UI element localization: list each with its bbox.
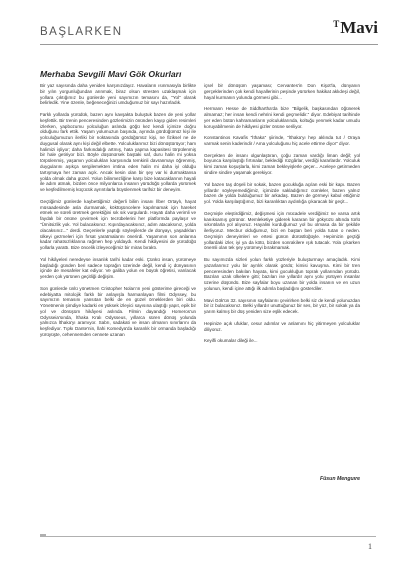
paragraph: Konstantinos Kavafis "İthaka" şiirinde, "İthaka'yı hep aklında tut / Oraya varmak senin kaderindir / Ama yolculuğunu hiç acele ettirme diyor" diyor.	[204, 135, 360, 147]
paragraph: içsel bir dönüşüm yaşaması; Cervantes'in Don Kişot'la, dünyanın gerçeklerinden çok kendi hayallerinin peşinde yürürken hakikat aklıdeşi değil, hayal kurmanın yolunda görmesi gibi...	[204, 83, 360, 100]
paragraph: Son günlerde ünlü yönetmen Cristopher Nolan'ın yeni gösterime gireceği ve edebiyatta mitolojik farklı bir anlayışla harmanlayan filmi Odyssey, bu sayımızın temasını yansıtan belki de en güzel örneklerden biri oldu. Yönetmenin şimdiye kadarki en yüksek izleyici sayısına ulaştığı yapıt, epik bir yol ve dönüşüm hikâyesi aslında. Filmin dayandığı Homeros'un Odysseia'sında, İthaka Kralı Odysseus, yıllarca süren dönüş yolunda yalnızca İthaka'yı aramıyor. Sabrı, sadakati ve insan olmanın sınırlarını da keşfediyor. Tıpkı Dante'nin, İlahi Komedya'da karanlık bir ormanda başladığı yürüyüşte, cehennemden cennete uzanan	[40, 285, 196, 338]
paragraph: Mavi Gök'ün 32. sayısının sayfalarını çevirirken belki siz de kendi yolunuzdan bir iz bulacaksınız. Belki yıllardır unuttuğunuz bir ses, bir yüz, bir sokak ya da yarım kalmış bir düş yeniden size eşlik edecek.	[204, 297, 360, 315]
article-column-left	[40, 83, 196, 344]
paragraph: Yol hikâyeleri neredeyse insanlık tarihi kadar eski. Çünkü insan, yürümeye başladığı günden beri sadece toprağın üzerinde değil, kendi iç dünyasının içinde de mesafeler kat ediyor. Ve galiba yolun en büyük öğretisi, varılacak yerden çok yürünen geçitliği değişim.	[40, 256, 196, 280]
article-title: Merhaba Sevgili Mavi Gök Okurları	[40, 69, 182, 79]
paragraph: Geçtiğimiz günlerde kaybettiğimiz değerli bilim insanı İlber Ortaylı, hayat müsaadesinde asla durmamak, köktüşüncelere kapılmamak için hareket etmek ve süreli üretmek gerektiğini sık sık vurgulardı. Hayatı daha verimli ve faydalı bir önüne çevirmek için tecrübelerini her platformda paylaşır ve "Ümitsizlik yok. Yol bulacaksınız. Kıpırdayacaksınız, adım atacaksınız, yolda olacaksınız..." derdi. Geçenlerle yaptığı söyleşilerde de dünyayı, yaşadıkları ülkeyi gezmeleri için fırsat yaratmalarını önerirdi. Yaşamının son anlarına kadar rahatsızlıklarına rağmen hep yoldaydı. Kendi hikâyesini de yürüdüğü yollarla yarattı. Bize öncelik izleyeceğimiz bir miras bıraktı.	[40, 198, 196, 251]
author-signature: Füsun Menguıre	[319, 476, 360, 482]
logo-text: Mavi	[340, 18, 378, 37]
paragraph: Hermann Hesse de Siddhartha'da bize "Bilgelik, başkasından öğünerek almamaz; her insan kendi nehrini kendi geçmelidir." diyor. Edebiyat tarihinde yer eden bütün kahramanların yolculuklarında, koltuğu yenmek kadar umudu koruyabilmenin de hikâyesi gizler önüne seriliyor.	[204, 106, 360, 129]
paragraph: Yol bazen taş döşeli bir sokak, bazen gocukluğa açılan eski bir kapı. Bazen yıllardır söyleyemediğimiz, içimizde sakladığımız cümleler, bazen yalnız bazen de yolda bulduğumuz bir arkadaş. Bazen de görmeyi kabul ettiğimiz yol. Yolda karşılaştığımız, bizi karanlıktan aydınlığa çıkaracak bir geçit...	[204, 181, 360, 205]
magazine-logo	[333, 18, 378, 38]
paragraph: Bir yaz sayısında daha yeniden karşınızdayız. Havaların ısınmasıyla birlikte bir yılın yorgunluğundan arınmak, biraz olsun stresten uzaklaşmak için yollara çıktığımız bu günlerde yeni sayımızın temasını da, "Yol" olarak belirledik. Yine özenle, beğeneceğinizi umduğumuz bir sayı hazırladık.	[40, 83, 196, 106]
paragraph: Bu sayımızda sizleri yolun farklı yüzleriyle buluşturmayı amaçladık. Kimi yazarlarımız yolu bir ayrılık olarak gördü; kimisi kavuşma. Kimi bir tren penceresinden bakılan hayata, kimi gocukluğun toprak yollarından yürüdü. Bazıları uzak ülkelere gitti; bazıları ise yıllardır aynı yolu yürüyen insanlar üzerine düşündü. Bize sayfalar boyu uzanan bir yolda insanın ve en uzun yolunun, kendi içine attığı ilk adımla başladığını gösterdiler.	[204, 257, 360, 291]
paragraph: Hepinize açık ufuklar, cesur adımlar ve anlamını hiç yitirmeyen yolculuklar diliyoruz.	[204, 320, 360, 332]
logo-mark: T	[333, 19, 340, 29]
article-column-right	[204, 83, 360, 350]
header-rule	[40, 44, 378, 45]
paragraph: Keyifli okumalar dileği ile...	[204, 338, 258, 344]
paragraph: Gerçekten de insanı olgunlaştıran, çoğu zaman vardığı liman değil; yol boyunca karşılaştığı fırtınalar, beklediği rüzgârlar, verdiği kararlardır. Yolculuk kimi zaman koşuşlarla, kimi zaman bekleyişlerle geçer... Aceleye getirmeden sindire sindire yaşamak gerekiyor.	[204, 152, 360, 176]
paragraph: Geçmişle eleştirdiğimiz, değişmesi için mücadele verdiğimiz ne varsa artık kanıksamış görünür. Memleketiye giderek kararan bir gökyüzü altında türlü sıkıntılarla yol alıyoruz. Hayalini kurduğumuz yol bu olmasa da bir şekilde ilerliyoruz. Mecbur olduğumuz, bizi en baştan beri yolda tutan o neden. Geçmişin deneyimleri ve ertesi günün dürüstlüğüyle. Hepimizin geçtiği yollardaki izler, iyi ya da kötü, bizden sonrakilere ışık tutacak. Yola çıkarken önemli olan tek şey yürümeyi bırakmamak.	[204, 210, 360, 251]
paragraph: Farklı yollarda yürüdük, bazen aynı kavşakta buluştuk bazen de yeni yollar keşfettik. Bir trenin penceresinden gözlerimizin önünden kayıp giden resimleri izlerken, yapbozumu yolculuğun aslında göğü kez kendi içimize doğru olduğunu fark ettik. Yaşam yolumuzun başında, ayrında gördüğümüz kişi ile yolculuğumuzun ilerliki bir noktasında gördüğümüz kişi, ne fiziksel ne de duygusal olarak aynı kişi değil elbette. Yolculuklarımız bizi dönüştürüyor; ham halimizi işliyor; daha farkındalığı artmış, hata yapma kapasitesi törpülenmiş bir hale getiriyor bizi. Böyle düşünürsek baştaki saf, duru halin mi yoksa törpülenmiş, yaşamın yolculukları karşısında temkinli davranmayı öğrenmiş, duygularını aşıkça sergilemekten imtina eden halin mi daha iyi olduğu tartışmaya her zaman açık. Ancak kesin olan bir şey var ki durmaktansa yolda olmak daha güzel. Yolun bilinmezliğine karşı bize katacaklarının hayali ile adım atmak, bizden önce milyonlarca insanın yürüdüğü yollarda yürümek ve keşfedilmemiş küçücük ayrıntılarla büyülenmek tarifsiz bir deneyim.	[40, 112, 196, 193]
section-title: BAŞLARKEN	[40, 26, 123, 38]
page-number: 1	[368, 542, 372, 551]
page-header	[0, 0, 400, 62]
footer-rule	[40, 536, 376, 537]
